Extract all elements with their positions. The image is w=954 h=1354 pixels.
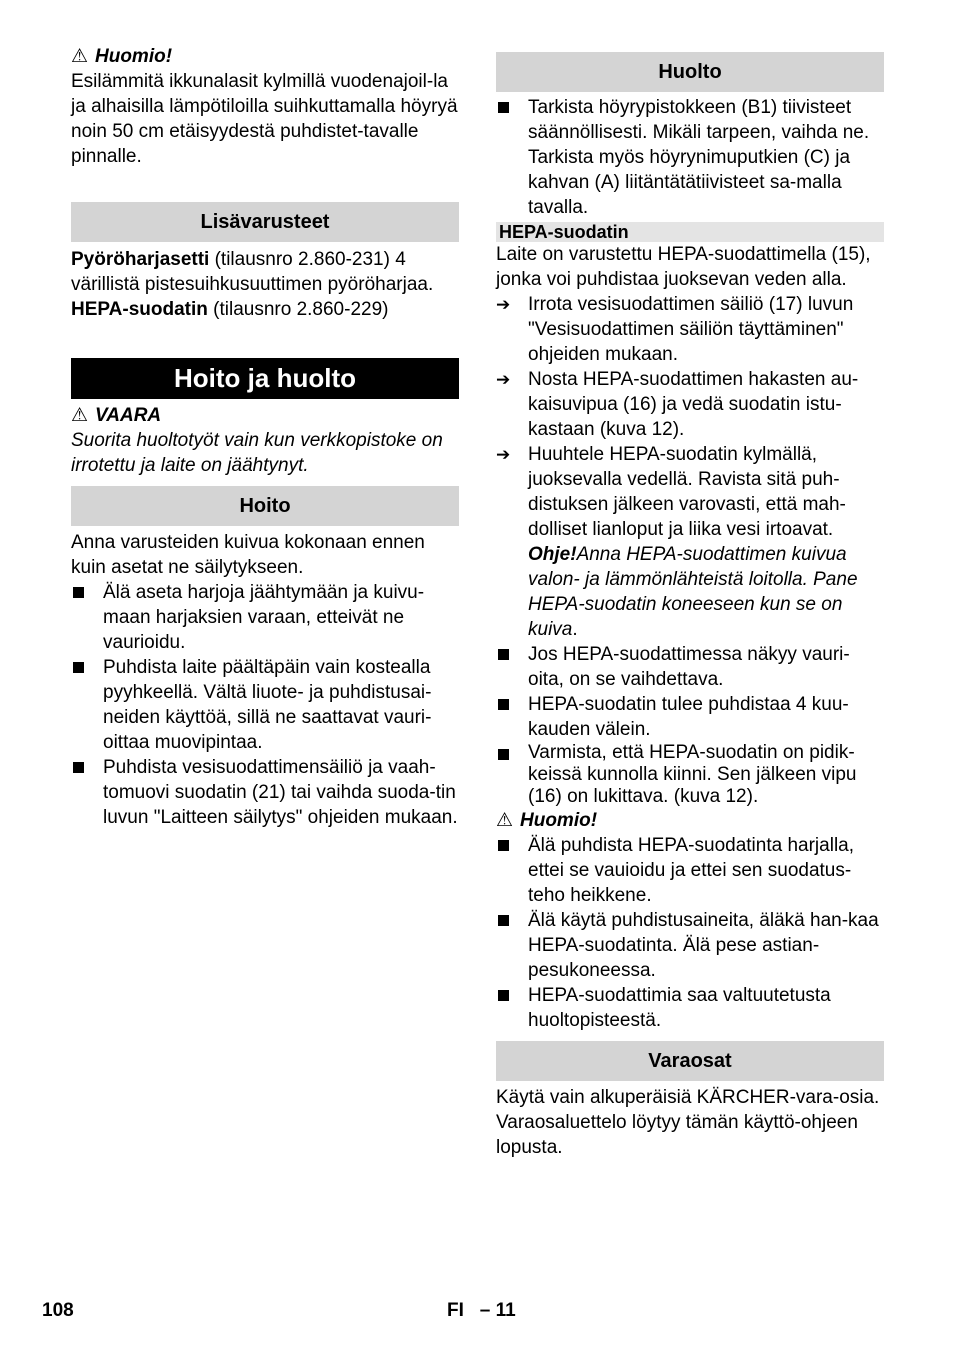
accessories-heading: Lisävarusteet (71, 202, 459, 242)
left-column (71, 44, 459, 830)
list-item: HEPA-suodattimia saa valtuutetusta huoltopisteestä. (496, 983, 884, 1033)
page-number: 108 (42, 1300, 74, 1321)
warning-triangle-icon: ⚠ (71, 405, 89, 426)
maintenance-list (496, 95, 884, 220)
notice-list (496, 833, 884, 1033)
notice-label: Huomio! (520, 810, 598, 831)
language-page-label: FI – 11 (447, 1300, 516, 1321)
notice-text: Esilämmitä ikkunalasit kylmillä vuodenajoil-la ja alhaisilla lämpötiloilla suihkuttamalla höyryä noin 50 cm etäisyydestä puhdistet-tavalle pinnalle. (71, 71, 458, 167)
list-item: Puhdista vesisuodattimensäiliö ja vaah-tomuovi suodatin (21) tai vaihda suoda-tin luvun "Laitteen säilytys" ohjeiden mukaan. (71, 755, 459, 830)
maintenance-heading: Huolto (496, 52, 884, 92)
tip-text: Anna HEPA-suodattimen kuivua valon- ja lämmönlähteistä loitolla. Pane HEPA-suodatin koneeseen kun se on kuiva (528, 544, 858, 640)
accessory-hepa-filter: HEPA-suodatin (tilausnro 2.860-229) (71, 299, 389, 320)
list-item: Varmista, että HEPA-suodatin on pidik-keissä kunnolla kiinni. Sen jälkeen vipu (16) on lukittava. (kuva 12). (496, 742, 884, 808)
care-intro: Anna varusteiden kuivua kokonaan ennen kuin asetat ne säilytykseen. (71, 532, 425, 578)
spare-parts-heading: Varaosat (496, 1041, 884, 1081)
step-item: ➔ Huuhtele HEPA-suodatin kylmällä, juoksevalla vedellä. Ravista sitä puh-distuksen jälkeen varovasti, että mah-dolliset lianloput ja liika vesi irtoavat. Ohje!Anna HEPA-suodattimen kuivua valon- ja lämmönlähteistä loitolla. Pane HEPA-suodatin koneeseen kun se on kuiva. (496, 442, 884, 642)
step-item: ➔ Irrota vesisuodattimen säiliö (17) luvun "Vesisuodattimen säiliön täyttäminen" ohjeiden mukaan. (496, 292, 884, 367)
notice-heading (71, 44, 459, 69)
main-heading: Hoito ja huolto (71, 358, 459, 399)
list-item: Älä aseta harjoja jäähtymään ja kuivu-maan harjaksien varaan, etteivät ne vaurioidu. (71, 580, 459, 655)
warning-triangle-icon: ⚠ (71, 46, 89, 67)
list-item: HEPA-suodatin tulee puhdistaa 4 kuu-kauden välein. (496, 692, 884, 742)
danger-label: VAARA (95, 405, 162, 426)
right-column (496, 44, 884, 1160)
list-item: Puhdista laite päältäpäin vain kostealla pyyhkeellä. Vältä liuote- ja puhdistusai-neiden käyttöä, sillä ne saattavat vauri-oittaa muovipintaa. (71, 655, 459, 755)
notice-heading (496, 808, 884, 833)
hepa-heading: HEPA-suodatin (496, 222, 884, 242)
danger-heading (71, 403, 459, 428)
accessory-round-brush: Pyöröharjasetti (tilausnro 2.860-231) 4 värillistä pistesuihkusuuttimen pyöröharjaa. (71, 249, 434, 295)
list-item: Älä käytä puhdistusaineita, äläkä han-kaa HEPA-suodatinta. Älä pese astian-pesukoneessa. (496, 908, 884, 983)
hepa-intro: Laite on varustettu HEPA-suodattimella (15), jonka voi puhdistaa juoksevan veden alla. (496, 244, 871, 290)
list-item: Jos HEPA-suodattimessa näkyy vauri-oita, on se vaihdettava. (496, 642, 884, 692)
list-item: Älä puhdista HEPA-suodatinta harjalla, ettei se vauioidu ja ettei sen suodatus-teho heikkene. (496, 833, 884, 908)
hepa-list (496, 642, 884, 808)
danger-text: Suorita huoltotyöt vain kun verkkopistoke on irrotettu ja laite on jäähtynyt. (71, 430, 443, 476)
care-list (71, 580, 459, 830)
list-item: Tarkista höyrypistokkeen (B1) tiivisteet säännöllisesti. Mikäli tarpeen, vaihda ne. Tarkista myös höyrynimuputkien (C) ja kahvan (A) liitäntätätiivisteet sa-malla tavalla. (496, 95, 884, 220)
notice-label: Huomio! (95, 46, 173, 67)
care-heading: Hoito (71, 486, 459, 526)
tip-label: Ohje! (528, 544, 577, 565)
spare-parts-text: Käytä vain alkuperäisiä KÄRCHER-vara-osia. Varaosaluettelo löytyy tämän käyttö-ohjeen lopusta. (496, 1087, 880, 1158)
step-item: ➔ Nosta HEPA-suodattimen hakasten au-kaisuvipua (16) ja vedä suodatin istu-kastaan (kuva 12). (496, 367, 884, 442)
hepa-steps (496, 292, 884, 642)
warning-triangle-icon: ⚠ (496, 810, 514, 831)
